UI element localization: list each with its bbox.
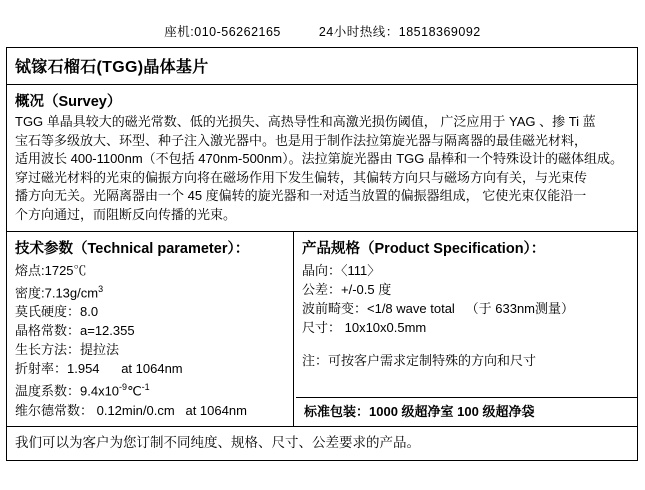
survey-paragraph: TGG 单晶具较大的磁光常数、低的光损失、高热导性和高激光损伤阈值， 广泛应用于 YAG 、掺 Ti 蓝 [15, 114, 596, 129]
product-specification-section [294, 232, 637, 426]
footer-row [7, 427, 637, 460]
survey-paragraph: 播方向无关。光隔离器由一个 45 度偏转的旋光器和一对适当放置的偏振器组成， 它使光束仅能沿一 [15, 188, 587, 203]
survey-heading: 概况（Survey） [15, 94, 122, 110]
survey-body [15, 113, 629, 223]
technical-line-hardness: 莫氏硬度：8.0 [15, 304, 99, 320]
spec-line-wavefront: 波前畸变：<1/8 wave total （于 633nm测量） [302, 301, 575, 316]
standard-packing: 标准包装：1000 级超净室 100 级超净袋 [296, 397, 637, 426]
technical-density-text: 密度:7.13g/cm [15, 285, 99, 301]
spec-table [6, 47, 638, 461]
contact-bar [0, 22, 645, 40]
survey-paragraph: 适用波长 400-1100nm（不包括 470nm-500nm）。法拉第旋光器由 TGG 晶棒和一个特殊设计的磁体组成。 [15, 151, 623, 166]
hotline-text: 24小时热线：18518369092 [318, 25, 481, 39]
title-row [7, 48, 637, 85]
spec-note: 注：可按客户需求定制特殊的方向和尺寸 [302, 353, 537, 368]
landline-text: 座机:010-56262165 [164, 25, 281, 39]
survey-paragraph: 宝石等多级放大、环型、种子注入激光器中。也是用于制作法拉第旋光器与隔离器的最佳磁光材料， [15, 132, 588, 148]
technical-heading: 技术参数（Technical parameter）： [15, 241, 250, 257]
technical-parameters-section [7, 232, 294, 426]
technical-temp-sup: -9 [119, 382, 128, 393]
technical-temp-tail: ℃ [127, 383, 142, 399]
footer-text: 我们可以为客户为您订制不同纯度、规格、尺寸、公差要求的产品。 [15, 434, 420, 450]
technical-temp-text: 温度系数：9.4x10 [15, 383, 120, 399]
specs-row [7, 232, 637, 427]
survey-paragraph: 个方向通过，而阻断反向传播的光束。 [15, 206, 237, 222]
technical-line-lattice: 晶格常数：a=12.355 [15, 323, 135, 339]
technical-line-density [15, 280, 287, 302]
survey-section [7, 85, 637, 232]
spec-line-dimension: 尺寸： 10x10x0.5mm [302, 320, 427, 335]
technical-line-verdet-constant: 维尔德常数： 0.12min/0.cm at 1064nm [15, 402, 247, 418]
technical-line-melting-point: 熔点:1725℃ [15, 263, 87, 278]
spec-line-orientation: 晶向：〈111〉 [302, 263, 381, 278]
technical-temp-tail-sup: -1 [141, 382, 150, 393]
spec-line-tolerance: 公差：+/-0.5 度 [302, 282, 392, 297]
technical-line-temp-coefficient [15, 378, 287, 400]
product-spec-heading: 产品规格（Product Specification）： [302, 241, 546, 257]
technical-density-sup: 3 [98, 284, 104, 294]
technical-line-growth: 生长方法：提拉法 [15, 342, 120, 358]
page-title: 铽镓石榴石(TGG)晶体基片 [15, 59, 209, 76]
technical-line-refractive-index: 折射率：1.954 at 1064nm [15, 361, 183, 377]
survey-paragraph: 穿过磁光材料的光束的偏振方向将在磁场作用下发生偏转，其偏转方向只与磁场方向有关，与光束传 [15, 169, 588, 185]
